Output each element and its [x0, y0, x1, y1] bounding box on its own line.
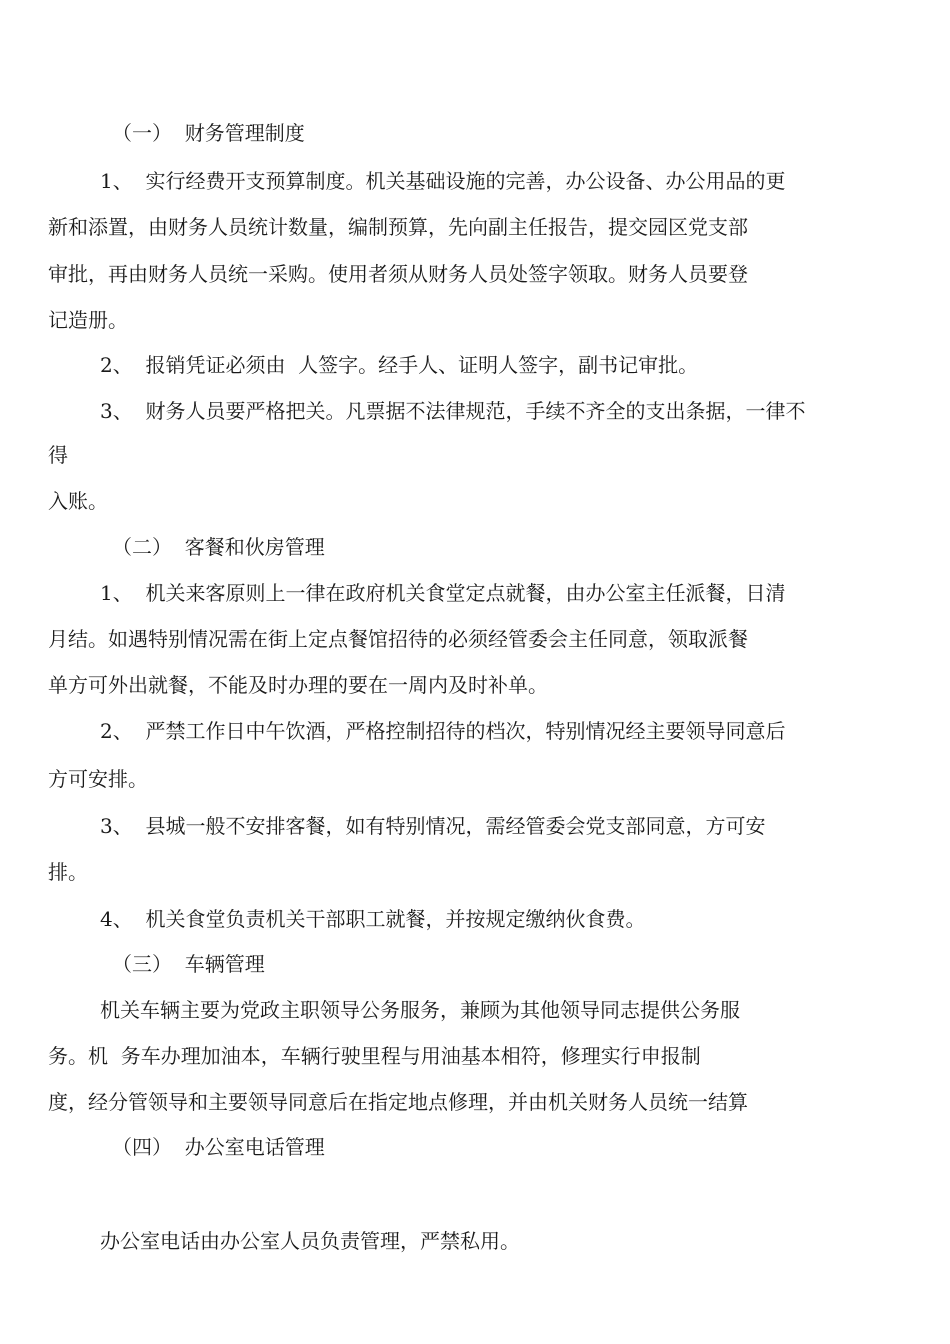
finance-item-3-line-2: 得 — [48, 443, 68, 467]
finance-item-1-line-3: 审批，再由财务人员统一采购。使用者须从财务人员处签字领取。财务人员要登 — [48, 262, 748, 286]
section-heading-vehicles: （三） 车辆管理 — [112, 952, 265, 976]
vehicles-para-line-3: 度，经分管领导和主要领导同意后在指定地点修理，并由机关财务人员统一结算 — [48, 1090, 748, 1114]
vehicles-para-line-2: 务。机 务车办理加油本，车辆行驶里程与用油基本相符，修理实行申报制 — [48, 1044, 701, 1068]
finance-item-3-line-1: 3、 财务人员要严格把关。凡票据不法律规范，手续不齐全的支出条据，一律不 — [100, 399, 806, 423]
dining-item-1-line-1: 1、 机关来客原则上一律在政府机关食堂定点就餐，由办公室主任派餐，日清 — [100, 581, 786, 605]
dining-item-3-line-1: 3、 县城一般不安排客餐，如有特别情况，需经管委会党支部同意，方可安 — [100, 814, 766, 838]
finance-item-1-line-1: 1、 实行经费开支预算制度。机关基础设施的完善，办公设备、办公用品的更 — [100, 169, 786, 193]
finance-item-2-line-1: 2、 报销凭证必须由 人签字。经手人、证明人签字，副书记审批。 — [100, 353, 699, 377]
finance-item-1-line-2: 新和添置，由财务人员统计数量，编制预算，先向副主任报告，提交园区党支部 — [48, 215, 748, 239]
dining-item-1-line-2: 月结。如遇特别情况需在街上定点餐馆招待的必须经管委会主任同意，领取派餐 — [48, 627, 748, 651]
finance-item-1-line-4: 记造册。 — [48, 308, 128, 332]
finance-item-3-line-3: 入账。 — [48, 489, 108, 513]
dining-item-2-line-1: 2、 严禁工作日中午饮酒，严格控制招待的档次，特别情况经主要领导同意后 — [100, 719, 786, 743]
dining-item-4-line-1: 4、 机关食堂负责机关干部职工就餐，并按规定缴纳伙食费。 — [100, 907, 646, 931]
dining-item-1-line-3: 单方可外出就餐，不能及时办理的要在一周内及时补单。 — [48, 673, 548, 697]
section-heading-dining: （二） 客餐和伙房管理 — [112, 535, 325, 559]
vehicles-para-line-1: 机关车辆主要为党政主职领导公务服务，兼顾为其他领导同志提供公务服 — [100, 998, 740, 1022]
section-heading-finance: （一） 财务管理制度 — [112, 121, 305, 145]
section-heading-telephone: （四） 办公室电话管理 — [112, 1135, 325, 1159]
dining-item-2-line-2: 方可安排。 — [48, 767, 148, 791]
telephone-para-line-1: 办公室电话由办公室人员负责管理，严禁私用。 — [100, 1229, 520, 1253]
dining-item-3-line-2: 排。 — [48, 860, 88, 884]
